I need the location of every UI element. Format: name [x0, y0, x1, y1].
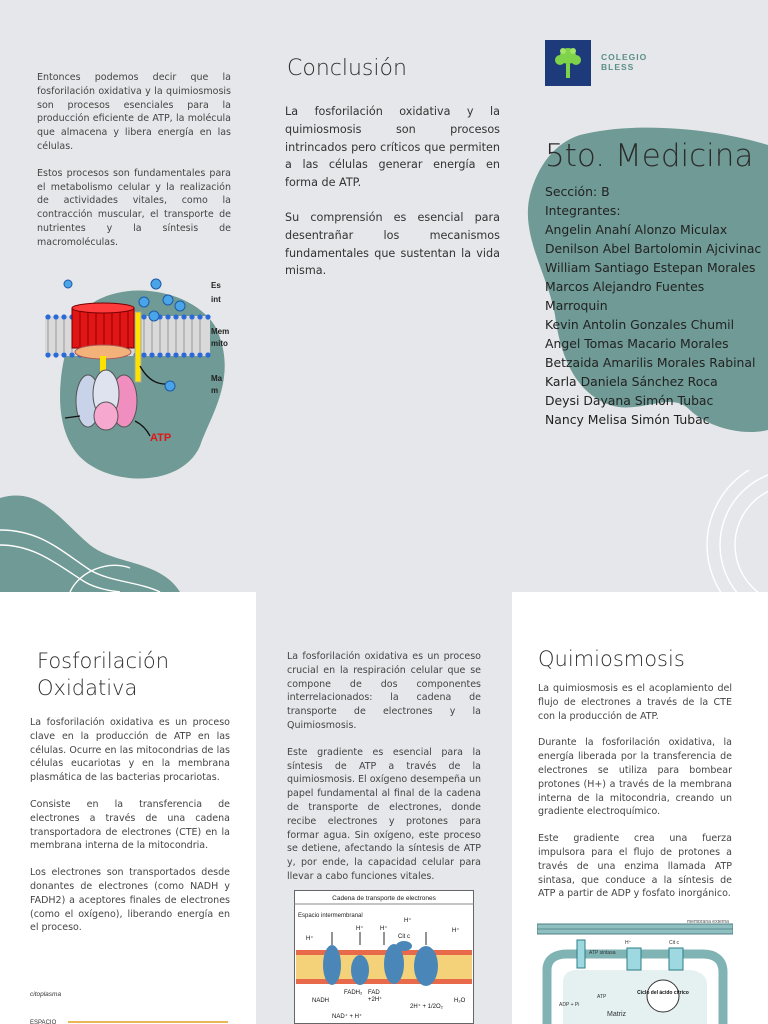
member-name: William Santiago Estepan Morales — [545, 260, 756, 275]
electron-transport-chain-figure — [294, 890, 474, 1024]
fig-label: Ciclo del ácido cítrico — [637, 990, 689, 996]
tree-icon — [545, 40, 591, 86]
mito-figure-crop — [28, 986, 243, 1024]
decorative-wave — [0, 490, 190, 592]
intro-paragraph: Estos procesos son fundamentales para el metabolismo celular y la realización de actividades vitales, como la contracción muscular, el transporte de nutrientes y la síntesis de macromoléculas. — [37, 167, 231, 248]
fig-label: Cit c — [669, 940, 679, 946]
fig-label: ATP — [597, 994, 607, 1000]
fig-subtitle: Espacio intermembranal — [298, 913, 363, 919]
fig-label: Cit c — [398, 934, 410, 940]
fig-label: H⁺ — [625, 940, 632, 946]
atp-synthase-diagram — [40, 276, 240, 486]
section-label: Sección: B — [545, 184, 610, 199]
school-logo — [545, 40, 591, 86]
conclusion-title: Conclusión — [287, 56, 407, 81]
conclusion-paragraph: Su comprensión es esencial para desentrañar los mecanismos fundamentales que sustentan la vida misma. — [285, 210, 500, 278]
diagram-label: Mem — [211, 327, 230, 336]
middle-paragraph: La fosforilación oxidativa es un proceso crucial en la respiración celular que se compone de dos componentes interrelacionados: la cadena de transporte de electrones y la Quimiosmosis. — [287, 651, 481, 731]
atp-label: ATP — [150, 432, 172, 444]
member-name: Nancy Melisa Simón Tubac — [545, 412, 710, 427]
fig-label: 2H⁺ + 1/2O₂ — [410, 1004, 444, 1010]
school-name: COLEGIO BLESS — [601, 52, 648, 72]
fig-label: NAD⁺ + H⁺ — [332, 1014, 363, 1020]
quimiosmosis-paragraph: Este gradiente crea una fuerza impulsora para el flujo de protones a través de una enzima llamada ATP sintasa, que conduce a la síntesis de ATP a partir de ADP y fosfato inorgánico. — [538, 833, 732, 900]
mitochondrion-figure — [537, 920, 733, 1024]
fig-label: ADP + Pi — [559, 1002, 580, 1008]
intro-paragraph: Entonces podemos decir que la fosforilación oxidativa y la quimiosmosis son procesos esenciales para la producción eficiente de ATP, la molécula que almacena y libera energía en las células. — [37, 72, 231, 152]
member-name: Angelin Anahí Alonzo Miculax — [545, 222, 728, 237]
fig-label: NADH — [312, 998, 330, 1004]
quimiosmosis-title: Quimiosmosis — [538, 647, 685, 671]
diagram-label: Ma — [211, 374, 223, 383]
diagram-label: Es — [211, 281, 221, 290]
quimiosmosis-text — [538, 682, 732, 914]
member-name: Karla Daniela Sánchez Roca — [545, 374, 718, 389]
quimiosmosis-paragraph: Durante la fosforilación oxidativa, la energía liberada por la transferencia de electrones se utiliza para bombear protones (H+) a través de la membrana interna de la mitocondria, creando un gradiente electroquímico. — [538, 737, 732, 818]
fig-label: FAD — [368, 990, 380, 996]
fosforilacion-title: Fosforilación Oxidativa — [37, 649, 170, 700]
fosforilacion-paragraph: Los electrones son transportados desde donantes de electrones (como NADH y FADH2) a aceptores finales de electrones (como el oxígeno), liberando energía en el proceso. — [30, 867, 230, 934]
member-name: Angel Tomas Macario Morales — [545, 336, 729, 351]
fig-label: Matriz — [607, 1011, 627, 1018]
member-name: Betzaida Amarilis Morales Rabinal — [545, 355, 756, 370]
member-name: Marcos Alejandro Fuentes Marroquin — [545, 279, 705, 313]
fig-label: FADH₂ — [344, 990, 363, 996]
fosforilacion-paragraph: Consiste en la transferencia de electrones a través de una cadena transportadora de electrones (CTE) en la membrana interna de la mitocondria. — [30, 798, 230, 852]
fosforilacion-text — [30, 716, 230, 948]
fig-label: H₂O — [454, 998, 466, 1004]
fig-label: H⁺ — [306, 936, 314, 942]
middle-paragraph: Este gradiente es esencial para la síntesis de ATP a través de la quimiosmosis. El oxígeno desempeña un papel fundamental al final de la cadena de transporte de electrones, donde recibe electrones y protones para formar agua. Sin oxígeno, este proceso se detiene, afectando la síntesis de ATP y, por ende, la capacidad celular para llevar a cabo funciones vitales. — [287, 746, 481, 882]
fig-label: ATP sintasa — [589, 950, 616, 956]
conclusion-paragraph: La fosforilación oxidativa y la quimiosmosis son procesos intrincados pero críticos que permiten a las células generar energía en forma de ATP. — [285, 105, 500, 190]
member-name: Deysi Dayana Simón Tubac — [545, 393, 714, 408]
middle-text — [287, 650, 481, 897]
fig-title: Cadena de transporte de electrones — [332, 895, 436, 902]
cover-details — [545, 182, 767, 429]
fig-label: H⁺ — [452, 928, 460, 934]
diagram-label: m — [211, 386, 219, 395]
fosforilacion-paragraph: La fosforilación oxidativa es un proceso clave en la producción de ATP en las células. Ocurre en las mitocondrias de las células eucariotas y en la membrana plasmática de las bacterias procariotas. — [30, 717, 230, 784]
diagram-label: int — [211, 295, 221, 304]
diagram-label: mito — [211, 339, 228, 348]
intro-text — [37, 71, 231, 263]
conclusion-text — [285, 103, 500, 280]
cover-title: 5to. Medicina — [545, 138, 754, 174]
fig-label: membrana externa — [687, 920, 729, 925]
fig-label: H⁺ — [404, 918, 412, 924]
decorative-rings — [700, 470, 768, 592]
fig-label: H⁺ — [380, 926, 388, 932]
members-heading: Integrantes: — [545, 203, 621, 218]
member-name: Kevin Antolin Gonzales Chumil — [545, 317, 735, 332]
quimiosmosis-paragraph: La quimiosmosis es el acoplamiento del flujo de electrones a través de la CTE con la producción de ATP. — [538, 683, 732, 722]
fig-label: ESPACIO — [30, 1020, 57, 1024]
member-name: Denilson Abel Bartolomin Ajcivinac — [545, 241, 762, 256]
fig-label: +2H⁺ — [368, 997, 383, 1003]
fig-label: H⁺ — [356, 926, 364, 932]
fig-label: citoplasma — [30, 991, 62, 998]
